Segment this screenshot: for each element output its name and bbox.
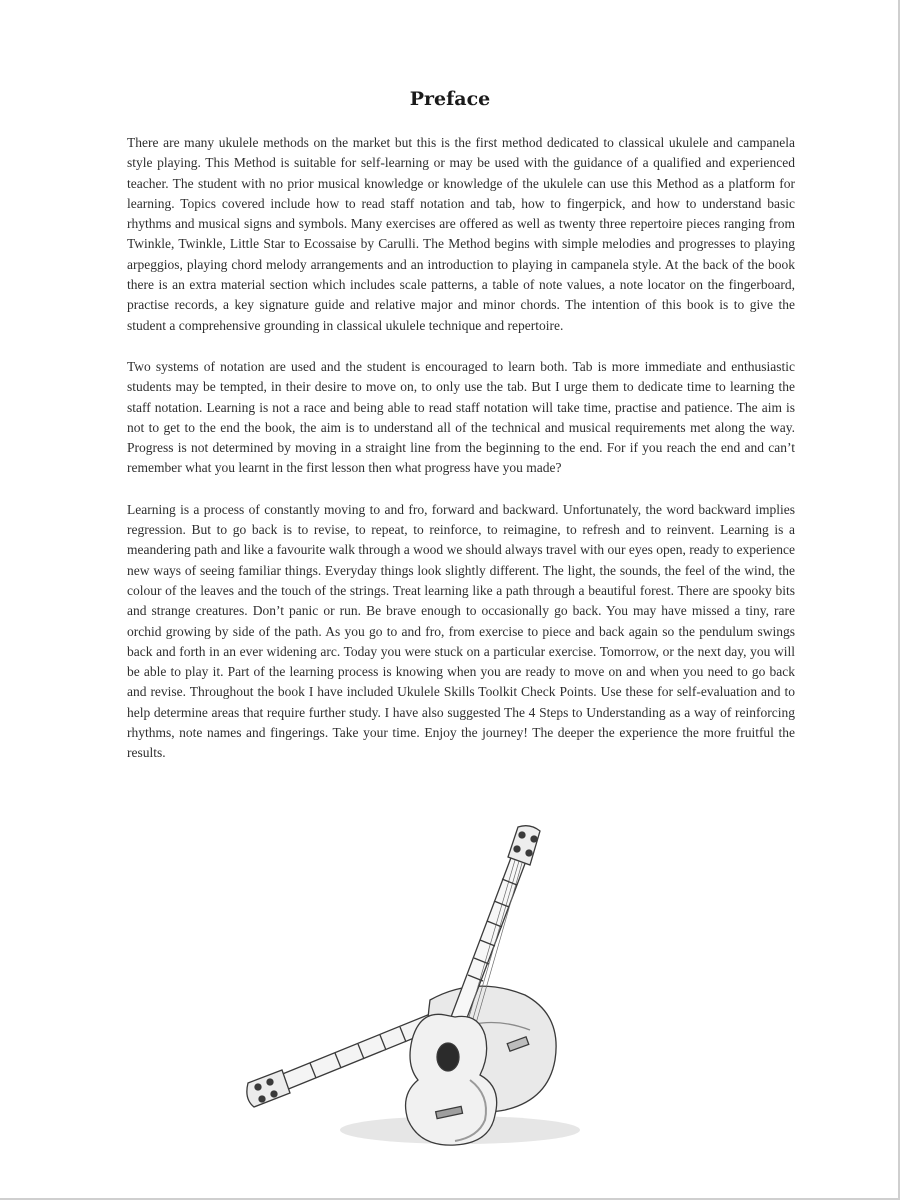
- paragraph-1: There are many ukulele methods on the market but this is the first method dedicated to classical ukulele and campanela style playing. This Method is suitable for self-learning or may be used with the guidance of a qualified and experienced teacher. The student with no prior musical knowledge or knowledge of the ukulele can use this Method as a platform for learning. Topics covered include how to read staff notation and tab, how to fingerpick, and how to understand basic rhythms and musical signs and symbols. Many exercises are offered as well as twenty three repertoire pieces ranging from Twinkle, Twinkle, Little Star to Ecossaise by Carulli. The Method begins with simple melodies and progresses to playing arpeggios, playing chord melody arrangements and an introduction to playing in campanela style. At the back of the book there is an extra material section which includes scale patterns, a table of note values, a note locator on the fingerboard, practise records, a key signature guide and relative major and minor chords. The intention of this book is to give the student a comprehensive grounding in classical ukulele technique and repertoire.: [127, 135, 795, 333]
- paragraph-2: Two systems of notation are used and the student is encouraged to learn both. Tab is more immediate and enthusiastic students may be tempted, in their desire to move on, to only use the tab. But I urge them to dedicate time to learning the staff notation. Learning is not a race and being able to read staff notation will take time, practise and patience. The aim is not to get to the end the book, the aim is to understand all of the technical and musical requirements met along the way. Progress is not determined by moving in a straight line from the beginning to the end. For if you reach the end and can’t remember what you learnt in the first lesson then what progress have you made?: [127, 358, 795, 476]
- ukulele-illustration: [240, 825, 580, 1155]
- paragraph-3: Learning is a process of constantly moving to and fro, forward and backward. Unfortunately, the word backward implies regression. But to go back is to revise, to repeat, to reinforce, to reimagine, to refresh and to reinvent. Learning is a meandering path and like a favourite walk through a wood we should always travel with our eyes open, ready to experience new ways of seeing familiar things. Everyday things look slightly different. The light, the sounds, the feel of the wind, the colour of the leaves and the touch of the strings. Treat learning like a path through a beautiful forest. There are spooky bits and strange creatures. Don’t panic or run. Be brave enough to occasionally go back. You may have missed a tiny, rare orchid growing by side of the path. As you go to and fro, from exercise to piece and back again so the pendulum swings back and forth in an ever widening arc. Today you were stuck on a particular exercise. Tomorrow, or the next day, you will be able to play it. Part of the learning process is knowing when you are ready to move on and when you need to go back and revise. Throughout the book I have included Ukulele Skills Toolkit Check Points. Use these for self-evaluation and to help determine areas that require further study. I have also suggested The 4 Steps to Understanding as a way of reinforcing rhythms, note names and fingerings. Take your time. Enjoy the journey! The deeper the experience the more fruitful the results.: [127, 501, 795, 761]
- back-ukulele: [247, 986, 556, 1112]
- preface-body: [127, 133, 795, 785]
- page-title: Preface: [409, 88, 491, 110]
